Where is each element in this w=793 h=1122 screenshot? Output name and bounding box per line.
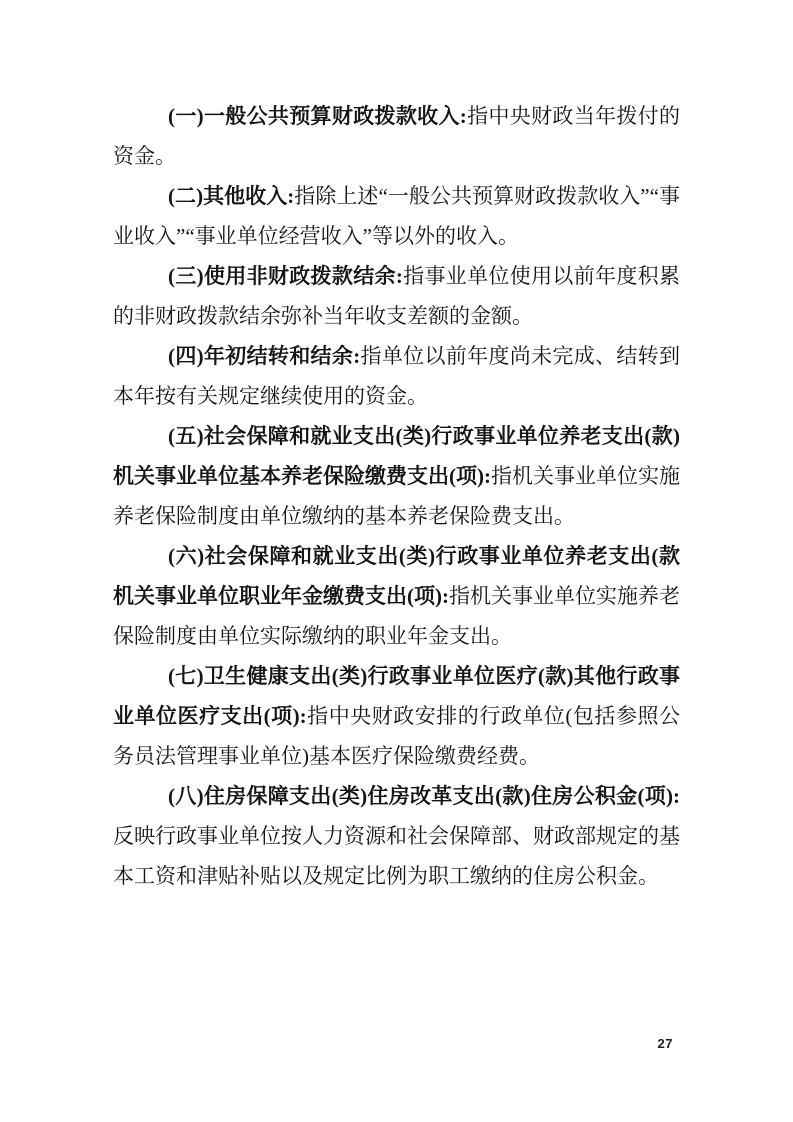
definition-paragraph [113, 176, 680, 256]
definition-paragraph [113, 416, 680, 536]
term-label: (八)住房保障支出(类)住房改革支出(款)住房公积金(项): [168, 784, 680, 808]
term-definition: 指单位以前年度尚未完成、结转到本年按有关规定继续使用的资金。 [113, 344, 680, 408]
definition-paragraph [113, 776, 680, 896]
page-number: 27 [657, 1036, 673, 1051]
term-label: (六)社会保障和就业支出(类)行政事业单位养老支出(款机关事业单位职业年金缴费支出(项): [113, 544, 680, 608]
term-definition: 指机关事业单位实施养老保险制度由单位实际缴纳的职业年金支出。 [113, 584, 681, 648]
term-definition: 指除上述“一般公共预算财政拨款收入”“事业收入”“事业单位经营收入”等以外的收入。 [113, 184, 680, 248]
definition-paragraph [113, 656, 680, 776]
term-label: (四)年初结转和结余: [168, 344, 361, 368]
definition-paragraph [113, 336, 680, 416]
term-definition: 反映行政事业单位按人力资源和社会保障部、财政部规定的基本工资和津贴补贴以及规定比例为职工缴纳的住房公积金。 [113, 824, 680, 888]
term-label: (三)使用非财政拨款结余: [168, 264, 403, 288]
term-label: (一)一般公共预算财政拨款收入: [168, 104, 467, 128]
definition-paragraph [113, 96, 680, 176]
term-definition: 指机关事业单位实施养老保险制度由单位缴纳的基本养老保险费支出。 [113, 464, 681, 528]
term-definition: 指中央财政安排的行政单位(包括参照公务员法管理事业单位)基本医疗保险缴费经费。 [113, 704, 680, 768]
term-definition: 指事业单位使用以前年度积累的非财政拨款结余弥补当年收支差额的金额。 [113, 264, 680, 328]
term-definition: 指中央财政当年拨付的资金。 [113, 104, 681, 168]
term-label: (五)社会保障和就业支出(类)行政事业单位养老支出(款)机关事业单位基本养老保险缴费支出(项): [113, 424, 680, 488]
definition-paragraph [113, 536, 680, 656]
definition-paragraph [113, 256, 680, 336]
term-label: (七)卫生健康支出(类)行政事业单位医疗(款)其他行政事业单位医疗支出(项): [113, 664, 680, 728]
document-body-text [113, 96, 680, 896]
term-label: (二)其他收入: [168, 184, 295, 208]
